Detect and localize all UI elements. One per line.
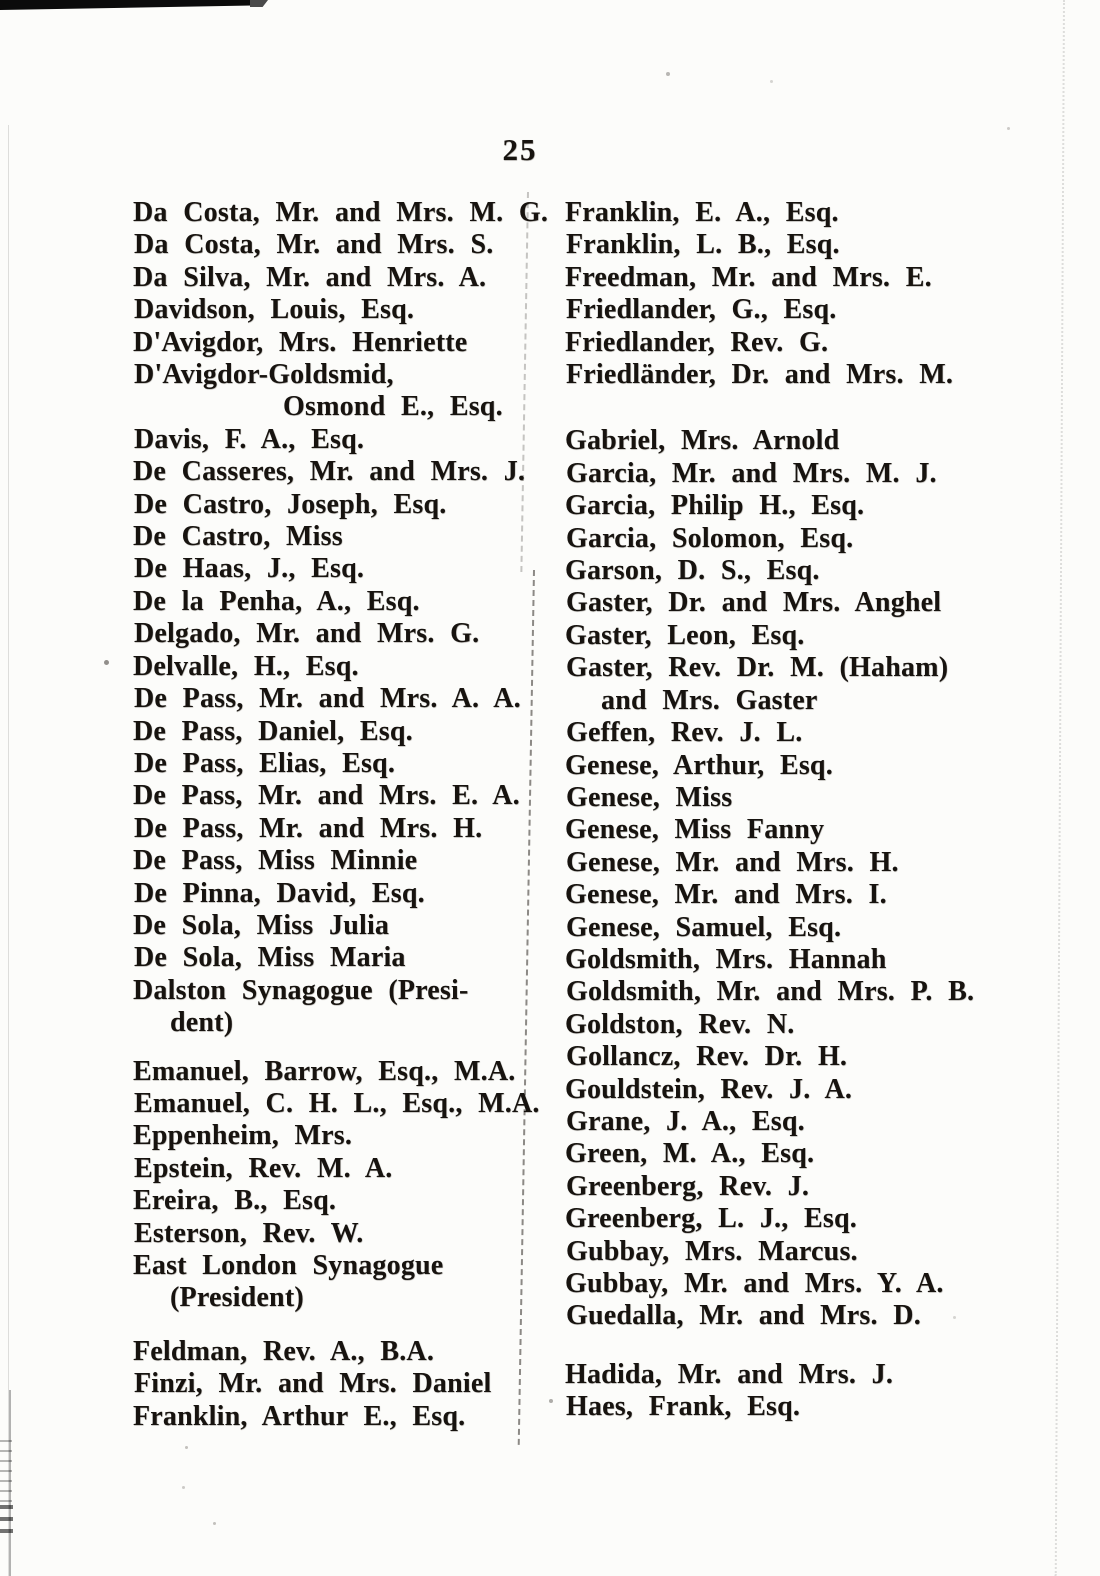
left-column-group-0: [133, 197, 549, 1040]
directory-entry-line: Gubbay, Mr. and Mrs. Y. A.: [565, 1268, 944, 1299]
directory-entry-line: Friedlander, G., Esq.: [566, 294, 837, 326]
scan-artifact-top-bar: [0, 0, 252, 10]
directory-entry-line: Gaster, Dr. and Mrs. Anghel: [566, 587, 942, 619]
directory-entry-line: Da Costa, Mr. and Mrs. S.: [134, 229, 494, 261]
directory-entry-line: Genese, Mr. and Mrs. H.: [566, 846, 899, 878]
directory-entry-line: Gaster, Rev. Dr. M. (Haham): [566, 652, 949, 684]
directory-entry-line: Gaster, Leon, Esq.: [565, 619, 805, 651]
directory-entry-line: De Pass, Elias, Esq.: [134, 747, 396, 779]
directory-entry-line: Esterson, Rev. W.: [134, 1217, 364, 1249]
directory-entry-line: East London Synagogue: [133, 1250, 444, 1281]
directory-entry-line: Da Silva, Mr. and Mrs. A.: [133, 261, 487, 293]
directory-entry-line: De Castro, Miss: [133, 521, 343, 553]
directory-entry-line: De Pass, Mr. and Mrs. E. A.: [133, 780, 520, 812]
directory-entry-line: Epstein, Rev. M. A.: [134, 1152, 393, 1184]
right-column-group-0: [565, 197, 995, 391]
directory-entry-line: De Castro, Joseph, Esq.: [134, 488, 447, 520]
directory-entry-line: Green, M. A., Esq.: [565, 1138, 815, 1170]
directory-entry-line: and Mrs. Gaster: [601, 684, 818, 716]
directory-entry-line: Friedlander, Rev. G.: [565, 326, 829, 358]
directory-entry-line: Garson, D. S., Esq.: [565, 555, 820, 587]
directory-entry-line: Davidson, Louis, Esq.: [134, 294, 415, 326]
scan-artifact-left-edge-line: [8, 125, 9, 1576]
directory-entry-line: dent): [170, 1007, 234, 1039]
directory-entry-line: De Casseres, Mr. and Mrs. J.: [133, 456, 526, 488]
directory-entry-line: Franklin, L. B., Esq.: [566, 229, 840, 261]
scan-speck: [104, 660, 109, 665]
scan-speck: [1007, 127, 1010, 130]
directory-entry-line: De la Penha, A., Esq.: [133, 585, 420, 617]
directory-entry-line: Genese, Miss Fanny: [565, 814, 825, 846]
directory-entry-line: Genese, Samuel, Esq.: [566, 911, 842, 943]
directory-entry-line: Greenberg, Rev. J.: [566, 1170, 810, 1202]
directory-entry-line: De Pass, Miss Minnie: [133, 845, 418, 877]
right-column-group-1: [565, 425, 995, 1332]
directory-entry-line: De Pass, Daniel, Esq.: [133, 715, 413, 747]
directory-entry-line: Garcia, Mr. and Mrs. M. J.: [566, 457, 937, 489]
scan-speck: [182, 1486, 185, 1489]
directory-entry-line: Goldsmith, Mrs. Hannah: [565, 943, 887, 975]
directory-entry-line: Guedalla, Mr. and Mrs. D.: [566, 1300, 921, 1332]
directory-entry-line: D'Avigdor-Goldsmid,: [134, 359, 394, 391]
directory-entry-line: Davis, F. A., Esq.: [134, 423, 365, 455]
directory-entry-line: De Sola, Miss Julia: [133, 909, 390, 941]
right-column: [565, 197, 995, 1424]
directory-entry-line: De Pass, Mr. and Mrs. A. A.: [134, 683, 521, 715]
directory-entry-line: Gubbay, Mrs. Marcus.: [566, 1235, 858, 1267]
directory-entry-line: Delgado, Mr. and Mrs. G.: [134, 618, 480, 650]
directory-entry-line: Genese, Miss: [566, 781, 733, 813]
directory-entry-line: De Pass, Mr. and Mrs. H.: [134, 812, 483, 844]
scan-speck: [666, 72, 670, 76]
directory-entry-line: Delvalle, H., Esq.: [133, 650, 359, 682]
directory-entry-line: Genese, Mr. and Mrs. I.: [565, 879, 887, 911]
scan-speck: [213, 1522, 216, 1525]
scan-artifact-top-bar-tail: [250, 0, 268, 7]
directory-entry-line: Garcia, Solomon, Esq.: [566, 522, 854, 554]
directory-entry-line: D'Avigdor, Mrs. Henriette: [133, 326, 468, 358]
directory-entry-line: Genese, Arthur, Esq.: [565, 749, 833, 781]
directory-entry-line: Finzi, Mr. and Mrs. Daniel: [134, 1368, 492, 1400]
scan-artifact-bottom-stripes: [0, 1440, 12, 1510]
scan-speck: [549, 1399, 553, 1403]
directory-entry-line: (President): [170, 1282, 304, 1314]
directory-entry-line: Franklin, Arthur E., Esq.: [133, 1400, 466, 1432]
left-column-group-2: [133, 1336, 533, 1433]
scan-artifact-right-edge-line: [1055, 0, 1065, 1576]
scan-artifact-bottom-stripes-dark: [0, 1505, 13, 1535]
directory-entry-line: Franklin, E. A., Esq.: [565, 197, 839, 228]
directory-entry-line: Freedman, Mr. and Mrs. E.: [565, 261, 932, 293]
directory-entry-line: Garcia, Philip H., Esq.: [565, 490, 865, 522]
right-column-group-2: [565, 1359, 995, 1424]
directory-entry-line: Ereira, B., Esq.: [133, 1185, 337, 1217]
scan-speck: [185, 1446, 188, 1449]
directory-entry-line: Gollancz, Rev. Dr. H.: [566, 1041, 848, 1073]
directory-entry-line: Gouldstein, Rev. J. A.: [565, 1073, 853, 1105]
directory-entry-line: De Sola, Miss Maria: [134, 942, 406, 974]
directory-entry-line: De Pinna, David, Esq.: [134, 877, 425, 909]
directory-entry-line: Dalston Synagogue (Presi-: [133, 974, 469, 1006]
directory-entry-line: Goldston, Rev. N.: [565, 1008, 795, 1040]
directory-entry-line: Hadida, Mr. and Mrs. J.: [565, 1358, 894, 1390]
directory-entry-line: De Haas, J., Esq.: [134, 553, 365, 585]
directory-entry-line: Da Costa, Mr. and Mrs. M. G.: [133, 197, 549, 228]
directory-entry-line: Gabriel, Mrs. Arnold: [565, 425, 840, 457]
directory-entry-line: Friedländer, Dr. and Mrs. M.: [566, 359, 954, 391]
directory-entry-line: Grane, J. A., Esq.: [566, 1105, 805, 1137]
scan-speck: [770, 80, 773, 83]
directory-entry-line: Osmond E., Esq.: [283, 391, 503, 423]
directory-entry-line: Greenberg, L. J., Esq.: [565, 1203, 857, 1235]
directory-entry-line: Goldsmith, Mr. and Mrs. P. B.: [566, 976, 975, 1008]
directory-entry-line: Feldman, Rev. A., B.A.: [133, 1335, 435, 1367]
left-column-group-1: [133, 1055, 540, 1315]
page-number: 25: [502, 132, 538, 167]
directory-entry-line: Geffen, Rev. J. L.: [566, 717, 803, 749]
left-column: [133, 197, 549, 1433]
directory-entry-line: Emanuel, Barrow, Esq., M.A.: [133, 1055, 516, 1087]
directory-entry-line: Haes, Frank, Esq.: [566, 1391, 801, 1423]
directory-entry-line: Emanuel, C. H. L., Esq., M.A.: [134, 1087, 540, 1119]
directory-entry-line: Eppenheim, Mrs.: [133, 1120, 353, 1152]
